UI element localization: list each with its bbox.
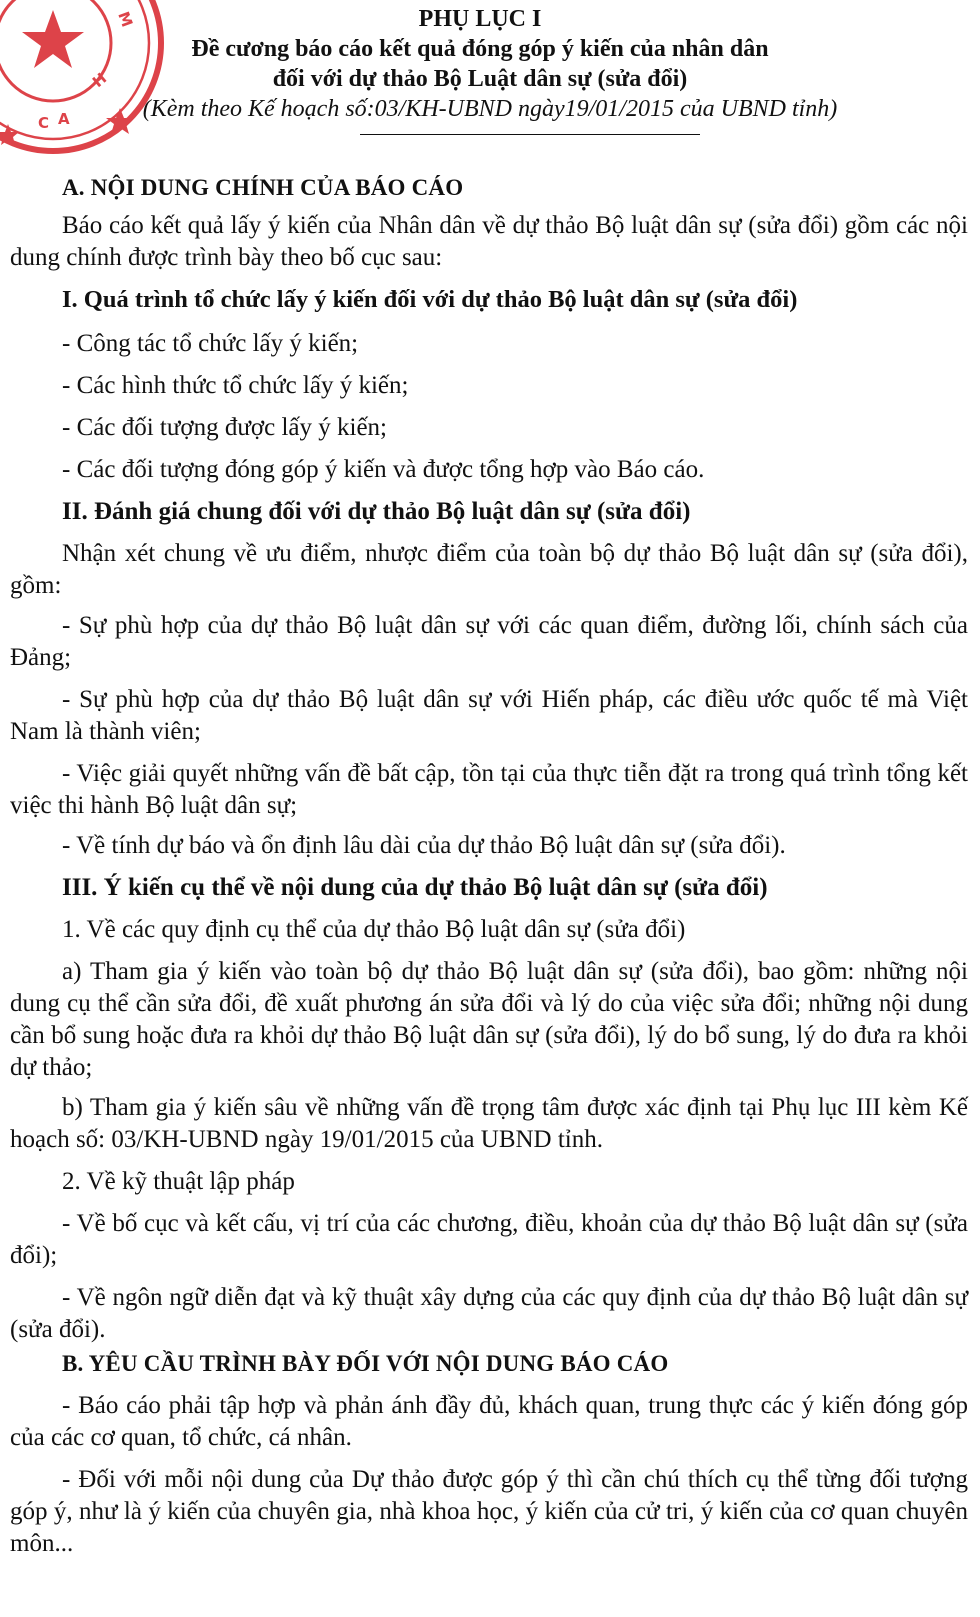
document-subtitle: (Kèm theo Kế hoạch số:03/KH-UBND ngày19/01/2015 của UBND tỉnh) [142,96,838,122]
list-item: - Các đối tượng đóng góp ý kiến và được tổng hợp vào Báo cáo. [62,456,705,483]
list-item: - Sự phù hợp của dự thảo Bộ luật dân sự với Hiến pháp, các điều ước quốc tế mà Việt Nam là thành viên; [10,686,968,745]
svg-text:H: H [89,69,111,92]
list-item: - Công tác tổ chức lấy ý kiến; [62,330,359,357]
section-iii-title: III. Ý kiến cụ thể về nội dung của dự thảo Bộ luật dân sự (sửa đổi) [62,874,768,901]
section-a-intro: Báo cáo kết quả lấy ý kiến của Nhân dân về dự thảo Bộ luật dân sự (sửa đổi) gồm các nội dung chính được trình bày theo bố cục sau: [10,212,968,271]
list-item: - Về bố cục và kết cấu, vị trí của các chương, điều, khoản của dự thảo Bộ luật dân sự (sửa đổi); [10,1210,968,1269]
svg-text:A [103,0,125,2]
header-divider [360,134,700,135]
list-item: - Sự phù hợp của dự thảo Bộ luật dân sự với các quan điểm, đường lối, chính sách của Đảng; [10,612,968,671]
svg-text:A: A [58,110,70,128]
list-item: - Về ngôn ngữ diễn đạt và kỹ thuật xây dựng của các quy định của dự thảo Bộ luật dân sự (sửa đổi). [10,1284,968,1343]
document-title-line-2: đối với dự thảo Bộ Luật dân sự (sửa đổi) [272,66,688,92]
list-item: - Việc giải quyết những vấn đề bất cập, tồn tại của thực tiễn đặt ra trong quá trình tổng kết việc thi hành Bộ luật dân sự; [10,760,968,819]
list-item: - Báo cáo phải tập hợp và phản ánh đầy đủ, khách quan, trung thực các ý kiến đóng góp của các cơ quan, tổ chức, cá nhân. [10,1392,968,1451]
list-item: - Đối với mỗi nội dung của Dự thảo được góp ý thì cần chú thích cụ thể từng đối tượng góp ý, như là ý kiến của chuyên gia, nhà khoa học, ý kiến của cử tri, ý kiến của cơ quan chuyên môn... [10,1466,968,1557]
list-item: - Các hình thức tổ chức lấy ý kiến; [62,372,409,399]
list-item: - Về tính dự báo và ổn định lâu dài của dự thảo Bộ luật dân sự (sửa đổi). [62,832,786,859]
paragraph-b: b) Tham gia ý kiến sâu về những vấn đề trọng tâm được xác định tại Phụ lục III kèm Kế hoạch số: 03/KH-UBND ngày 19/01/2015 của UBND tỉnh. [10,1094,968,1153]
paragraph-a: a) Tham gia ý kiến vào toàn bộ dự thảo Bộ luật dân sự (sửa đổi), bao gồm: những nội dung cụ thể cần sửa đổi, đề xuất phương án sửa đổi và lý do của việc sửa đổi; những nội dung cần bổ sung hoặc đưa ra khỏi dự thảo Bộ luật dân sự (sửa đổi), lý do bổ sung, lý do đưa ra khỏi dự thảo; [10,958,968,1081]
appendix-title: PHỤ LỤC I [418,6,542,32]
section-a-title: A. NỘI DUNG CHÍNH CỦA BÁO CÁO [62,175,464,200]
list-item: - Các đối tượng được lấy ý kiến; [62,414,387,441]
section-i-title: I. Quá trình tổ chức lấy ý kiến đối với dự thảo Bộ luật dân sự (sửa đổi) [62,286,798,313]
subsection-2-title: 2. Về kỹ thuật lập pháp [62,1168,295,1195]
section-b-title: B. YÊU CẦU TRÌNH BÀY ĐỐI VỚI NỘI DUNG BÁO CÁO [62,1351,669,1376]
subsection-1-title: 1. Về các quy định cụ thể của dự thảo Bộ luật dân sự (sửa đổi) [62,916,686,943]
document-title-line-1: Đề cương báo cáo kết quả đóng góp ý kiến của nhân dân [191,36,769,62]
section-ii-intro: Nhận xét chung về ưu điểm, nhược điểm của toàn bộ dự thảo Bộ luật dân sự (sửa đổi), gồm: [10,540,968,599]
svg-text:M: M [114,9,137,30]
svg-text:C: C [38,114,50,132]
section-ii-title: II. Đánh giá chung đối với dự thảo Bộ luật dân sự (sửa đổi) [62,498,691,525]
